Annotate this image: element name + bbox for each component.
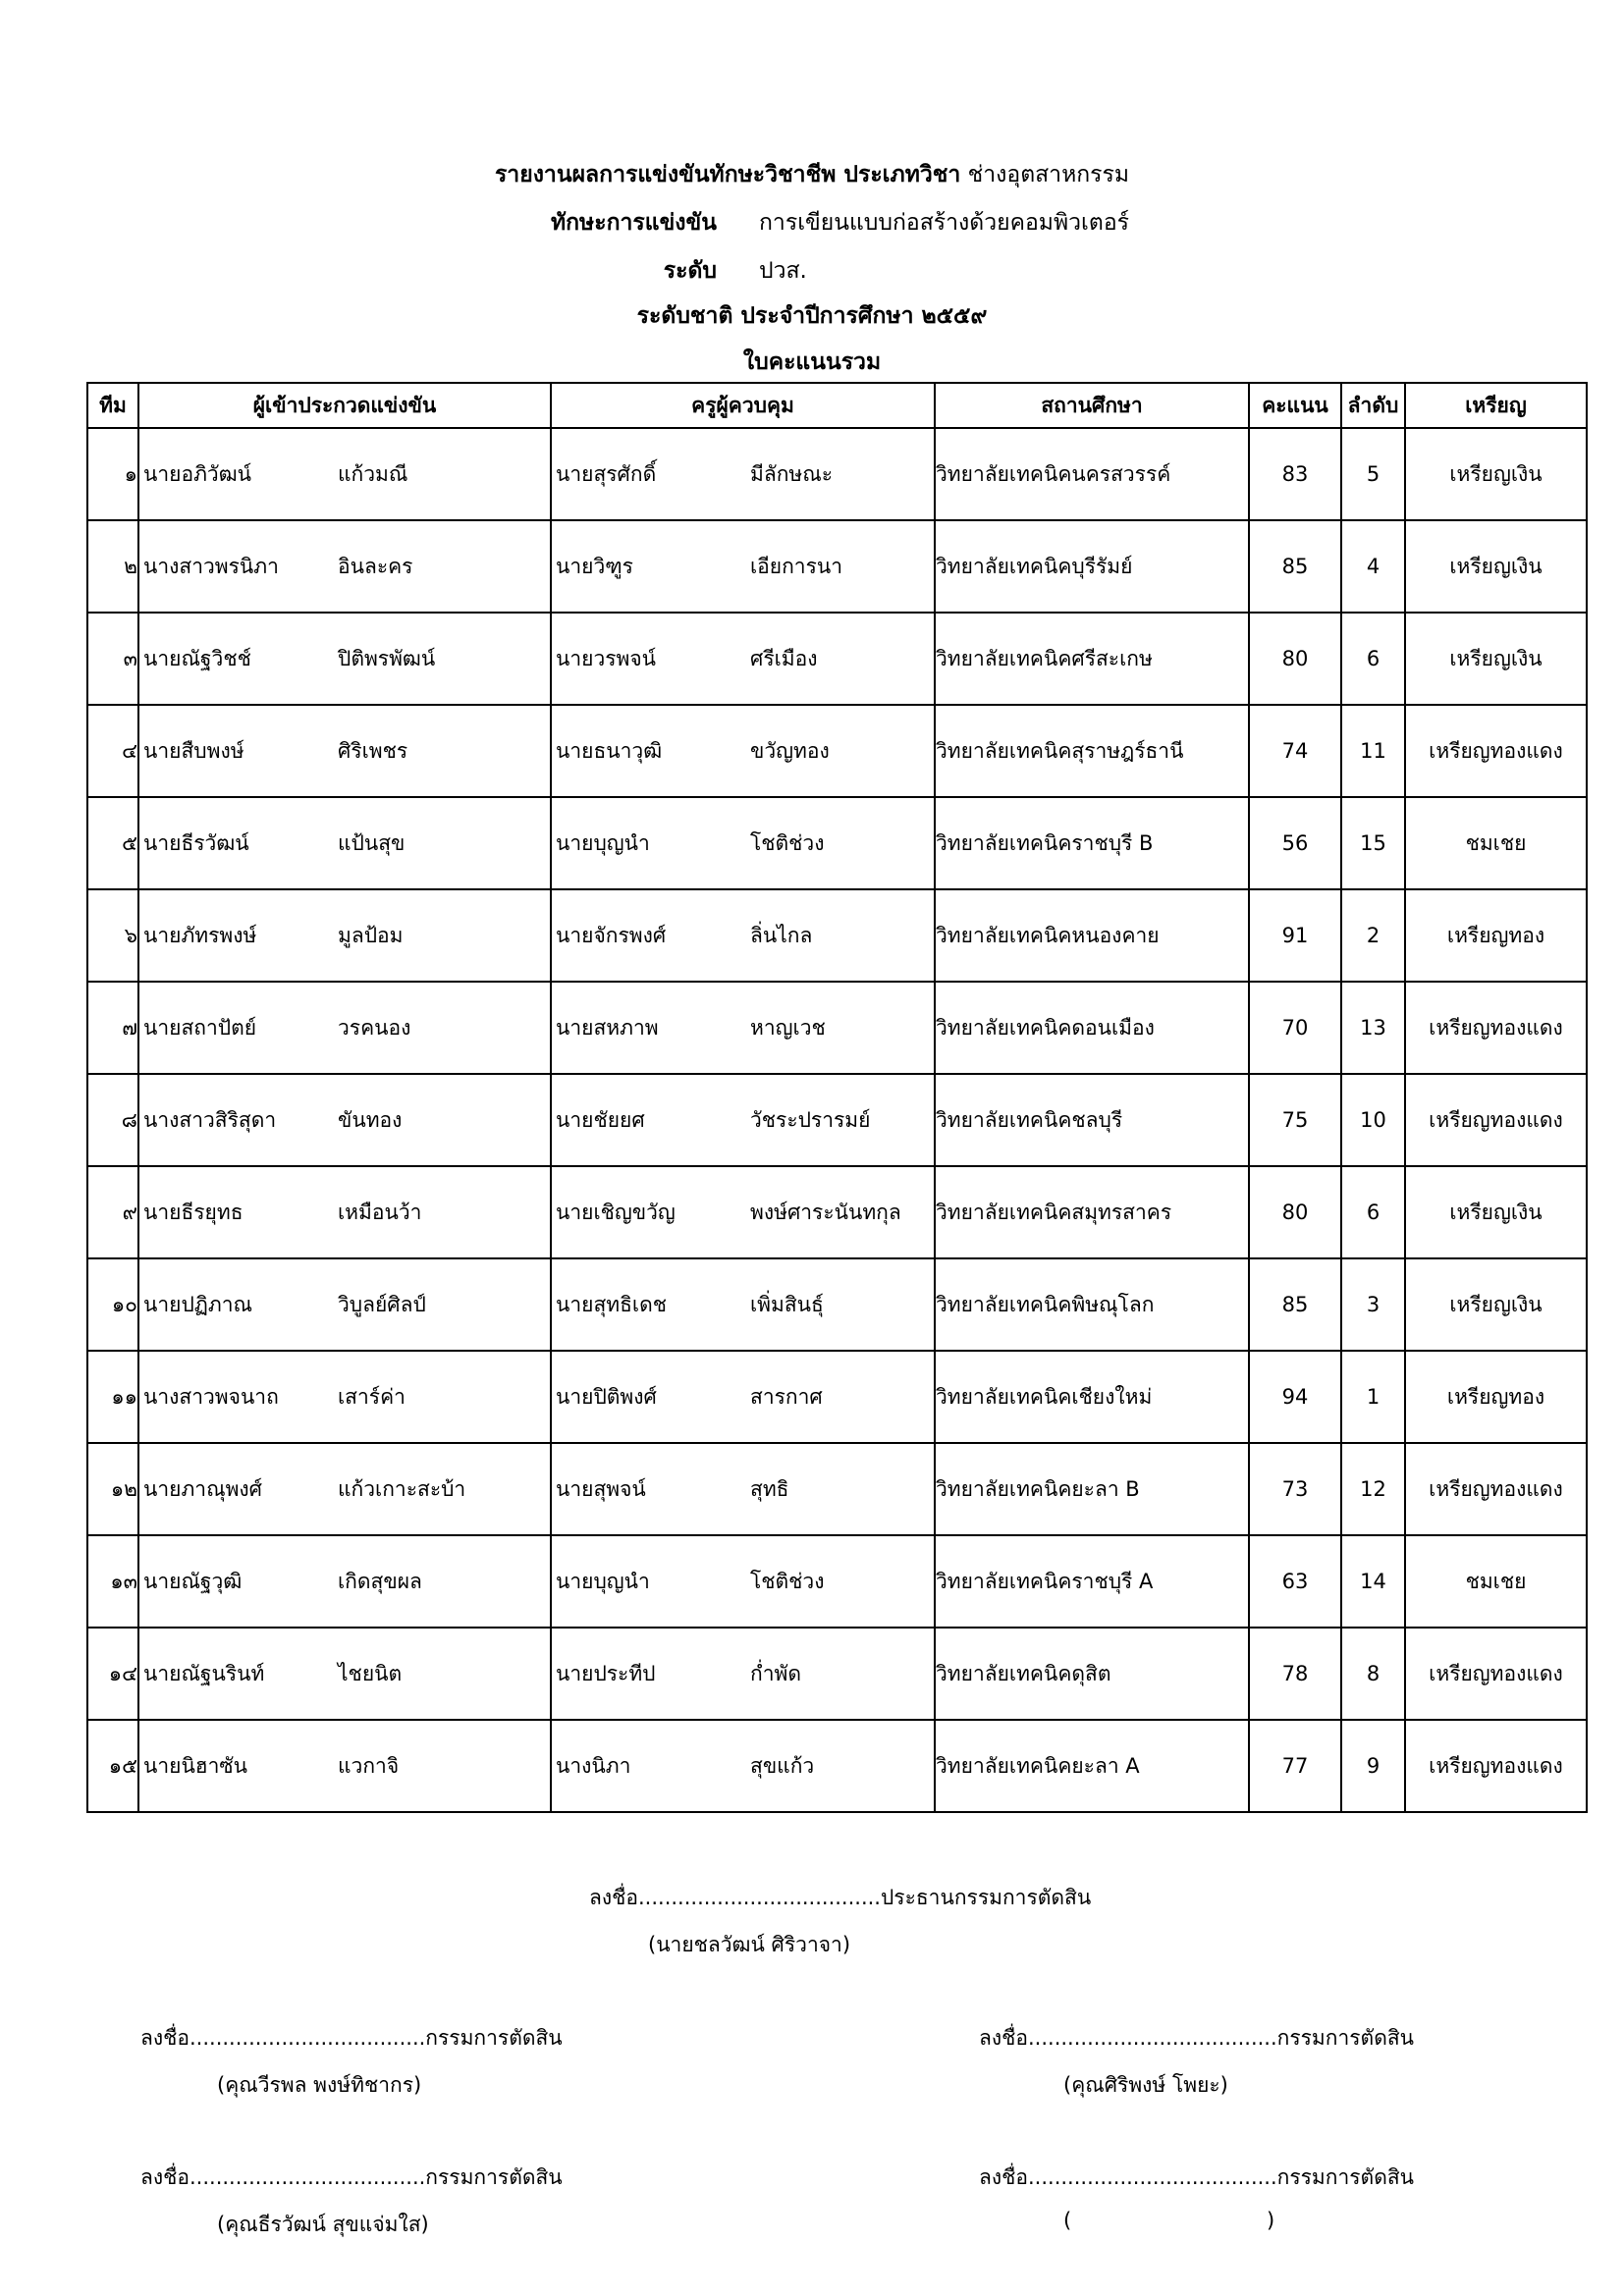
teacher-cell: [551, 1628, 935, 1720]
teacher-first-name: นายวรพจน์: [556, 646, 657, 670]
table-row: [87, 1074, 1587, 1166]
judge4-name-open: (: [1063, 2209, 1072, 2232]
table-row: [87, 889, 1587, 982]
contestant-first-name: นายปฏิภาณ: [143, 1292, 252, 1316]
contestant-cell: [138, 1628, 551, 1720]
judge1-signature-line: ลงชื่อ....................................กรรมการตัดสิน: [140, 2026, 563, 2050]
contestant-last-name: เกิดสุขผล: [338, 1569, 422, 1593]
table-row: [87, 520, 1587, 613]
teacher-last-name: หาญเวช: [750, 1015, 826, 1040]
team-number: ๔: [87, 705, 138, 797]
rank-cell: 3: [1341, 1258, 1405, 1351]
school-cell: วิทยาลัยเทคนิคสมุทรสาคร: [935, 1166, 1249, 1258]
score-cell: 70: [1249, 982, 1341, 1074]
teacher-first-name: นายวิฑูร: [556, 554, 633, 578]
rank-cell: 12: [1341, 1443, 1405, 1535]
contestant-first-name: นางสาวพรนิภา: [143, 554, 279, 578]
contestant-first-name: นายณัฐวิชช์: [143, 646, 251, 670]
teacher-last-name: วัชระปรารมย์: [750, 1107, 871, 1132]
medal-cell: เหรียญทองแดง: [1405, 1443, 1587, 1535]
medal-cell: ชมเชย: [1405, 1535, 1587, 1628]
medal-cell: เหรียญเงิน: [1405, 520, 1587, 613]
contestant-last-name: ปิติพรพัฒน์: [338, 646, 436, 670]
judge2-signature-line: ลงชื่อ......................................กรรมการตัดสิน: [979, 2026, 1414, 2050]
medal-cell: เหรียญทองแดง: [1405, 1074, 1587, 1166]
team-number: ๕: [87, 797, 138, 889]
contestant-first-name: นายณัฐนรินท์: [143, 1661, 265, 1685]
score-cell: 85: [1249, 1258, 1341, 1351]
school-cell: วิทยาลัยเทคนิคพิษณุโลก: [935, 1258, 1249, 1351]
teacher-last-name: สุทธิ: [750, 1476, 789, 1501]
teacher-last-name: โชติช่วง: [750, 830, 825, 855]
teacher-cell: [551, 520, 935, 613]
school-cell: วิทยาลัยเทคนิคนครสวรรค์: [935, 428, 1249, 520]
col-teacher-header: ครูผู้ควบคุม: [551, 383, 935, 428]
teacher-cell: [551, 1443, 935, 1535]
teacher-last-name: สารกาศ: [750, 1384, 823, 1409]
rank-cell: 9: [1341, 1720, 1405, 1812]
teacher-first-name: นายสุทธิเดช: [556, 1292, 667, 1316]
table-row: [87, 613, 1587, 705]
teacher-cell: [551, 1351, 935, 1443]
judge3-signature-line: ลงชื่อ....................................กรรมการตัดสิน: [140, 2165, 563, 2189]
rank-cell: 2: [1341, 889, 1405, 982]
contestant-last-name: แป้นสุข: [338, 830, 406, 855]
contestant-cell: [138, 613, 551, 705]
medal-cell: เหรียญทอง: [1405, 889, 1587, 982]
team-number: ๑๔: [87, 1628, 138, 1720]
report-title-bold: รายงานผลการแข่งขันทักษะวิชาชีพ ประเภทวิชา: [494, 162, 961, 187]
medal-cell: เหรียญทองแดง: [1405, 1628, 1587, 1720]
table-row: [87, 1720, 1587, 1812]
contestant-cell: [138, 705, 551, 797]
table-row: [87, 428, 1587, 520]
team-number: ๒: [87, 520, 138, 613]
teacher-last-name: โชติช่วง: [750, 1569, 825, 1593]
judge1-name: (คุณวีรพล พงษ์ทิชากร): [217, 2073, 422, 2097]
teacher-first-name: นายเชิญขวัญ: [556, 1200, 676, 1224]
score-cell: 91: [1249, 889, 1341, 982]
table-row: [87, 1166, 1587, 1258]
team-number: ๘: [87, 1074, 138, 1166]
contestant-first-name: นายภาณุพงศ์: [143, 1476, 262, 1501]
skill-value: การเขียนแบบก่อสร้างด้วยคอมพิวเตอร์: [759, 210, 1130, 236]
table-row: [87, 1258, 1587, 1351]
medal-cell: เหรียญเงิน: [1405, 1258, 1587, 1351]
level-value: ปวส.: [759, 258, 807, 284]
school-cell: วิทยาลัยเทคนิคชลบุรี: [935, 1074, 1249, 1166]
contestant-cell: [138, 428, 551, 520]
contestant-cell: [138, 982, 551, 1074]
teacher-cell: [551, 1166, 935, 1258]
rank-cell: 6: [1341, 1166, 1405, 1258]
score-cell: 74: [1249, 705, 1341, 797]
judge4-signature-line: ลงชื่อ......................................กรรมการตัดสิน: [979, 2165, 1414, 2189]
contestant-first-name: นายณัฐวุฒิ: [143, 1569, 243, 1593]
contestant-first-name: นายสถาปัตย์: [143, 1015, 257, 1040]
score-cell: 75: [1249, 1074, 1341, 1166]
teacher-cell: [551, 1720, 935, 1812]
school-cell: วิทยาลัยเทคนิคราชบุรี B: [935, 797, 1249, 889]
contestant-cell: [138, 1720, 551, 1812]
medal-cell: เหรียญทองแดง: [1405, 1720, 1587, 1812]
team-number: ๑๐: [87, 1258, 138, 1351]
table-row: [87, 1443, 1587, 1535]
contestant-first-name: นายอภิวัฒน์: [143, 461, 252, 486]
school-cell: วิทยาลัยเทคนิคดอนเมือง: [935, 982, 1249, 1074]
teacher-first-name: นายสหภาพ: [556, 1015, 659, 1040]
teacher-first-name: นางนิภา: [556, 1753, 631, 1778]
table-row: [87, 1628, 1587, 1720]
school-cell: วิทยาลัยเทคนิคยะลา A: [935, 1720, 1249, 1812]
team-number: ๑: [87, 428, 138, 520]
contestant-last-name: อินละคร: [338, 554, 413, 578]
medal-cell: เหรียญเงิน: [1405, 428, 1587, 520]
contestant-first-name: นายธีรวัฒน์: [143, 830, 249, 855]
col-team-header: ทีม: [87, 383, 138, 428]
teacher-last-name: เพิ่มสินธุ์: [750, 1292, 824, 1316]
contestant-first-name: นายภัทรพงษ์: [143, 923, 257, 947]
contestant-first-name: นางสาวพจนาถ: [143, 1384, 279, 1409]
score-table: [86, 382, 1588, 1813]
rank-cell: 13: [1341, 982, 1405, 1074]
judge4-name-close: ): [1267, 2209, 1275, 2232]
teacher-cell: [551, 613, 935, 705]
rank-cell: 15: [1341, 797, 1405, 889]
teacher-cell: [551, 1535, 935, 1628]
teacher-first-name: นายสุพจน์: [556, 1476, 646, 1501]
teacher-last-name: พงษ์ศาระนันทกุล: [750, 1200, 901, 1224]
contestant-last-name: แวกาจิ: [338, 1753, 400, 1778]
teacher-first-name: นายจักรพงศ์: [556, 923, 667, 947]
contestant-cell: [138, 1443, 551, 1535]
col-rank-header: ลำดับ: [1341, 383, 1405, 428]
contestant-last-name: ไชยนิต: [338, 1661, 403, 1685]
team-number: ๑๕: [87, 1720, 138, 1812]
contestant-cell: [138, 1074, 551, 1166]
school-cell: วิทยาลัยเทคนิคศรีสะเกษ: [935, 613, 1249, 705]
contestant-last-name: ศิริเพชร: [338, 738, 408, 763]
medal-cell: ชมเชย: [1405, 797, 1587, 889]
contestant-last-name: มูลป้อม: [338, 923, 404, 947]
teacher-first-name: นายสุรศักดิ์: [556, 461, 657, 486]
contestant-last-name: แก้วเกาะสะบ้า: [338, 1476, 466, 1501]
medal-cell: เหรียญทองแดง: [1405, 982, 1587, 1074]
contestant-first-name: นางสาวสิริสุดา: [143, 1107, 277, 1132]
rank-cell: 11: [1341, 705, 1405, 797]
rank-cell: 4: [1341, 520, 1405, 613]
score-cell: 56: [1249, 797, 1341, 889]
team-number: ๑๑: [87, 1351, 138, 1443]
rank-cell: 14: [1341, 1535, 1405, 1628]
teacher-last-name: เอียการนา: [750, 554, 843, 578]
table-row: [87, 797, 1587, 889]
teacher-first-name: นายบุญนำ: [556, 1569, 650, 1593]
score-cell: 80: [1249, 613, 1341, 705]
judge3-name: (คุณธีรวัฒน์ สุขแจ่มใส): [217, 2213, 429, 2236]
school-cell: วิทยาลัยเทคนิคหนองคาย: [935, 889, 1249, 982]
school-cell: วิทยาลัยเทคนิคราชบุรี A: [935, 1535, 1249, 1628]
sheet-title: ใบคะแนนรวม: [742, 349, 882, 375]
teacher-last-name: ศรีเมือง: [750, 646, 818, 670]
col-contestant-header: ผู้เข้าประกวดแข่งขัน: [138, 383, 551, 428]
score-cell: 80: [1249, 1166, 1341, 1258]
table-row: [87, 1535, 1587, 1628]
contestant-first-name: นายสืบพงษ์: [143, 738, 244, 763]
teacher-first-name: นายธนาวุฒิ: [556, 738, 663, 763]
col-score-header: คะแนน: [1249, 383, 1341, 428]
judge2-name: (คุณศิริพงษ์ โพยะ): [1063, 2073, 1228, 2097]
teacher-cell: [551, 1258, 935, 1351]
report-title: [0, 157, 1624, 192]
teacher-cell: [551, 797, 935, 889]
teacher-last-name: ขวัญทอง: [750, 738, 830, 763]
table-row: [87, 705, 1587, 797]
teacher-last-name: ลิ่นไกล: [750, 923, 813, 947]
school-cell: วิทยาลัยเทคนิคเชียงใหม่: [935, 1351, 1249, 1443]
teacher-cell: [551, 428, 935, 520]
school-cell: วิทยาลัยเทคนิคยะลา B: [935, 1443, 1249, 1535]
contestant-cell: [138, 797, 551, 889]
teacher-cell: [551, 1074, 935, 1166]
rank-cell: 8: [1341, 1628, 1405, 1720]
contestant-first-name: นายธีรยุทธ: [143, 1200, 244, 1224]
medal-cell: เหรียญเงิน: [1405, 613, 1587, 705]
team-number: ๑๒: [87, 1443, 138, 1535]
contestant-cell: [138, 1166, 551, 1258]
score-cell: 94: [1249, 1351, 1341, 1443]
contestant-last-name: ขันทอง: [338, 1107, 403, 1132]
score-cell: 78: [1249, 1628, 1341, 1720]
contestant-cell: [138, 1351, 551, 1443]
medal-cell: เหรียญทอง: [1405, 1351, 1587, 1443]
score-cell: 73: [1249, 1443, 1341, 1535]
chair-name: (นายชลวัฒน์ ศิริวาจา): [648, 1933, 851, 1956]
team-number: ๑๓: [87, 1535, 138, 1628]
team-number: ๙: [87, 1166, 138, 1258]
rank-cell: 6: [1341, 613, 1405, 705]
team-number: ๗: [87, 982, 138, 1074]
contestant-cell: [138, 1258, 551, 1351]
team-number: ๖: [87, 889, 138, 982]
rank-cell: 10: [1341, 1074, 1405, 1166]
contestant-cell: [138, 889, 551, 982]
contestant-last-name: เสาร์ค่า: [338, 1384, 406, 1409]
col-school-header: สถานศึกษา: [935, 383, 1249, 428]
teacher-cell: [551, 889, 935, 982]
score-cell: 85: [1249, 520, 1341, 613]
teacher-last-name: ก่ำพัด: [750, 1661, 801, 1685]
report-title-category: ช่างอุตสาหกรรม: [967, 162, 1130, 187]
rank-cell: 5: [1341, 428, 1405, 520]
skill-label: ทักษะการแข่งขัน: [550, 210, 717, 236]
table-row: [87, 982, 1587, 1074]
contestant-last-name: วิบูลย์ศิลป์: [338, 1292, 426, 1316]
teacher-last-name: สุขแก้ว: [750, 1753, 815, 1778]
contestant-cell: [138, 520, 551, 613]
teacher-first-name: นายบุญนำ: [556, 830, 650, 855]
score-cell: 77: [1249, 1720, 1341, 1812]
rank-cell: 1: [1341, 1351, 1405, 1443]
contestant-last-name: แก้วมณี: [338, 461, 408, 486]
col-medal-header: เหรียญ: [1405, 383, 1587, 428]
teacher-cell: [551, 705, 935, 797]
teacher-last-name: มีลักษณะ: [750, 461, 834, 486]
school-cell: วิทยาลัยเทคนิคสุราษฎร์ธานี: [935, 705, 1249, 797]
score-cell: 63: [1249, 1535, 1341, 1628]
table-header-row: [87, 383, 1587, 428]
chair-signature-line: ลงชื่อ.....................................ประธานกรรมการตัดสิน: [589, 1886, 1092, 1909]
contestant-cell: [138, 1535, 551, 1628]
school-cell: วิทยาลัยเทคนิคดุสิต: [935, 1628, 1249, 1720]
teacher-cell: [551, 982, 935, 1074]
teacher-first-name: นายปิติพงศ์: [556, 1384, 657, 1409]
teacher-first-name: นายชัยยศ: [556, 1107, 645, 1132]
school-cell: วิทยาลัยเทคนิคบุรีรัมย์: [935, 520, 1249, 613]
contestant-first-name: นายนิฮาซัน: [143, 1753, 248, 1778]
national-year: ระดับชาติ ประจำปีการศึกษา ๒๕๕๙: [636, 303, 988, 329]
score-cell: 83: [1249, 428, 1341, 520]
team-number: ๓: [87, 613, 138, 705]
table-row: [87, 1351, 1587, 1443]
contestant-last-name: เหมือนว้า: [338, 1200, 422, 1224]
medal-cell: เหรียญเงิน: [1405, 1166, 1587, 1258]
teacher-first-name: นายประทีป: [556, 1661, 656, 1685]
medal-cell: เหรียญทองแดง: [1405, 705, 1587, 797]
level-label: ระดับ: [663, 258, 717, 284]
contestant-last-name: วรคนอง: [338, 1015, 411, 1040]
